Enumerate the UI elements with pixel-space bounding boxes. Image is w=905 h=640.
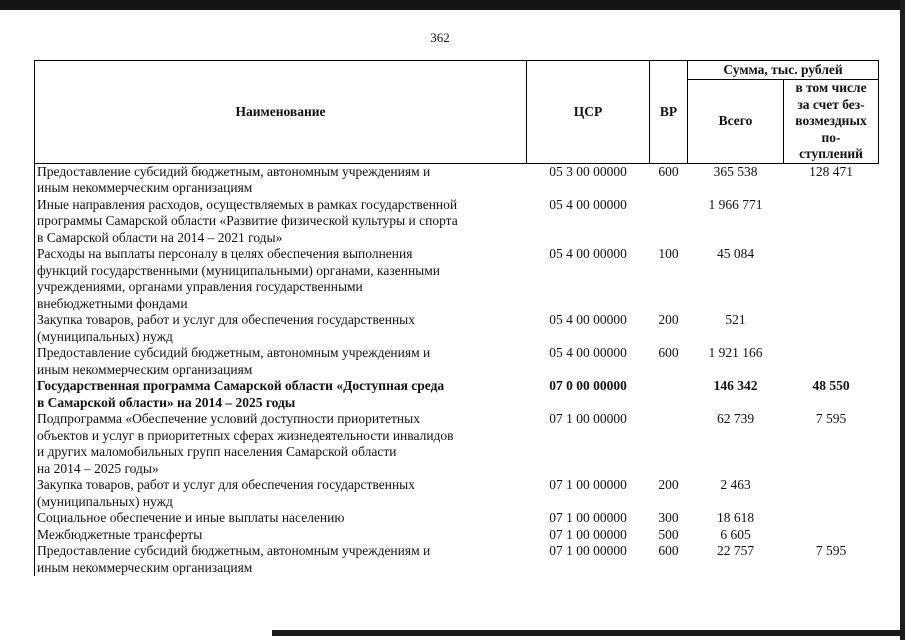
cell-name-line: Социальное обеспечение и иные выплаты населению — [37, 510, 345, 525]
cell-total: 22 757 — [716, 543, 755, 558]
cell-name-line: Иные направления расходов, осуществляемых в рамках государственной — [37, 196, 458, 212]
header-total: Всего — [688, 80, 784, 164]
cell-vr — [650, 197, 688, 247]
table-row — [35, 527, 879, 544]
cell-csr: 07 1 00 00000 — [549, 411, 627, 426]
cell-name-line: Предоставление субсидий бюджетным, автономным учреждениям и — [37, 543, 431, 558]
cell-csr: 07 1 00 00000 — [549, 543, 627, 558]
cell-name — [35, 197, 527, 247]
cell-name-line: объектов и услуг в приоритетных сферах жизнедеятельности инвалидов — [37, 427, 454, 443]
cell-name-line: (муниципальных) нужд — [37, 493, 173, 509]
table-row — [35, 543, 879, 576]
cell-csr: 07 1 00 00000 — [549, 526, 627, 542]
cell-name-line: программы Самарской области «Развитие физической культуры и спорта — [37, 213, 458, 228]
cell-gratis — [784, 345, 879, 378]
header-gratis — [784, 80, 879, 164]
cell-name — [35, 345, 527, 378]
cell-name — [35, 246, 527, 312]
cell-gratis — [784, 477, 879, 510]
cell-name — [35, 477, 527, 510]
table-row — [35, 345, 879, 378]
cell-name — [35, 510, 527, 527]
cell-gratis: 7 595 — [815, 411, 847, 426]
cell-gratis: 128 471 — [809, 163, 853, 179]
cell-total: 6 605 — [720, 526, 751, 542]
cell-name — [35, 378, 527, 411]
scan-bottom-edge — [272, 630, 905, 636]
cell-name — [35, 411, 527, 477]
table-row — [35, 378, 879, 411]
cell-total: 521 — [725, 312, 746, 327]
cell-name-line: Расходы на выплаты персоналу в целях обеспечения выполнения — [37, 246, 413, 261]
header-csr: ЦСР — [527, 61, 650, 164]
cell-vr: 600 — [658, 163, 679, 179]
cell-name-line: в Самарской области на 2014 – 2021 годы» — [37, 229, 283, 245]
scan-right-edge — [900, 0, 905, 640]
header-gratis-line: за счет без- — [797, 96, 865, 112]
cell-name-line: внебюджетными фондами — [37, 295, 188, 311]
cell-name-line: функций государственными (муниципальными) органами, казенными — [37, 262, 441, 278]
cell-total: 45 084 — [716, 246, 755, 261]
cell-vr: 500 — [658, 526, 679, 542]
cell-name-line: Подпрограмма «Обеспечение условий доступности приоритетных — [37, 411, 420, 426]
table-body — [35, 163, 879, 576]
cell-name-line: Закупка товаров, работ и услуг для обеспечения государственных — [37, 477, 416, 492]
cell-name-line: Закупка товаров, работ и услуг для обеспечения государственных — [37, 312, 416, 327]
cell-name — [35, 312, 527, 345]
cell-name-line: Государственная программа Самарской области «Доступная среда — [37, 378, 445, 393]
cell-vr: 600 — [658, 345, 679, 360]
cell-name-line: иным некоммерческим организациям — [37, 180, 253, 195]
header-gratis-line: ступлений — [799, 146, 863, 161]
header-gratis-line: в том числе — [795, 80, 867, 95]
cell-total: 18 618 — [716, 510, 755, 525]
cell-name-line: Межбюджетные трансферты — [37, 526, 203, 542]
cell-name-line: на 2014 – 2025 годы» — [37, 460, 159, 476]
cell-csr: 05 4 00 00000 — [549, 312, 627, 327]
table-row — [35, 246, 879, 312]
table-row — [35, 477, 879, 510]
cell-csr: 05 4 00 00000 — [549, 196, 627, 212]
header-gratis-line: возмездных — [795, 113, 867, 128]
cell-name-line: Предоставление субсидий бюджетным, автономным учреждениям и — [37, 163, 431, 179]
table-row — [35, 197, 879, 247]
header-sum-group: Сумма, тыс. рублей — [688, 61, 879, 80]
table-row — [35, 411, 879, 477]
cell-name-line: в Самарской области» на 2014 – 2025 годы — [37, 394, 296, 410]
cell-gratis — [784, 246, 879, 312]
table-row — [35, 163, 879, 197]
cell-csr: 05 4 00 00000 — [549, 246, 627, 261]
cell-total: 1 921 166 — [708, 345, 763, 360]
cell-vr: 200 — [658, 312, 679, 327]
cell-vr — [650, 411, 688, 477]
cell-csr: 07 0 00 00000 — [549, 378, 627, 393]
cell-gratis: 48 550 — [812, 378, 850, 393]
cell-total: 365 538 — [713, 163, 758, 179]
cell-name-line: (муниципальных) нужд — [37, 328, 173, 344]
table-row — [35, 312, 879, 345]
cell-name — [35, 163, 527, 197]
cell-name-line: учреждениями, органами управления государственными — [37, 279, 363, 294]
cell-total: 2 463 — [720, 477, 751, 492]
scan-top-edge — [0, 0, 905, 10]
cell-gratis: 7 595 — [815, 543, 847, 558]
cell-total: 62 739 — [716, 411, 755, 426]
table-row — [35, 510, 879, 527]
cell-total: 1 966 771 — [708, 196, 763, 212]
cell-csr: 05 3 00 00000 — [549, 163, 627, 179]
cell-gratis — [784, 312, 879, 345]
header-gratis-line: по- — [821, 129, 841, 145]
cell-name — [35, 543, 527, 576]
cell-vr — [650, 378, 688, 411]
cell-vr: 600 — [658, 543, 679, 558]
header-vr: ВР — [650, 61, 688, 164]
cell-vr: 100 — [658, 246, 679, 261]
budget-table — [34, 60, 879, 576]
header-name: Наименование — [35, 61, 527, 164]
table-header — [35, 61, 879, 164]
cell-vr: 200 — [658, 477, 679, 492]
cell-gratis — [784, 527, 879, 544]
cell-name-line: иным некоммерческим организациям — [37, 559, 253, 575]
cell-csr: 07 1 00 00000 — [549, 510, 627, 525]
cell-name-line: иным некоммерческим организациям — [37, 361, 253, 377]
cell-gratis — [784, 510, 879, 527]
cell-name-line: и других маломобильных групп населения Самарской области — [37, 444, 397, 459]
page-number: 362 — [430, 30, 450, 45]
cell-gratis — [784, 197, 879, 247]
cell-csr: 05 4 00 00000 — [549, 345, 627, 360]
cell-csr: 07 1 00 00000 — [549, 477, 627, 492]
cell-name — [35, 527, 527, 544]
cell-total: 146 342 — [713, 378, 758, 393]
cell-name-line: Предоставление субсидий бюджетным, автономным учреждениям и — [37, 345, 431, 360]
cell-vr: 300 — [658, 510, 679, 525]
